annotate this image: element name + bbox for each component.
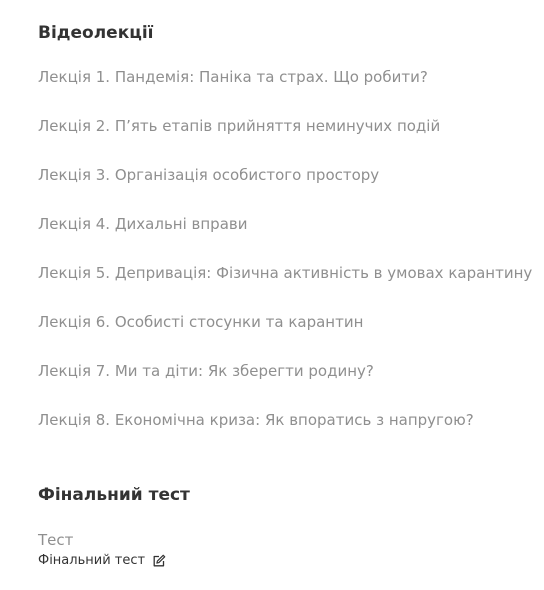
lecture-link-3[interactable]: Лекція 3. Організація особистого простору [38, 166, 380, 184]
lecture-link-2[interactable]: Лекція 2. П’ять етапів прийняття неминучих подій [38, 117, 441, 135]
lecture-link-4[interactable]: Лекція 4. Дихальні вправи [38, 215, 248, 233]
lecture-link-6[interactable]: Лекція 6. Особисті стосунки та карантин [38, 313, 364, 331]
lecture-link-7[interactable]: Лекція 7. Ми та діти: Як зберегти родину? [38, 362, 374, 380]
final-test-link[interactable] [38, 551, 166, 571]
final-test-heading: Фінальний тест [38, 485, 190, 505]
final-test-link-label: Фінальний тест [38, 553, 146, 568]
lecture-link-8[interactable]: Лекція 8. Економічна криза: Як впоратись з напругою? [38, 411, 474, 429]
list-item [38, 408, 532, 457]
lecture-list [38, 65, 532, 457]
lecture-link-5[interactable]: Лекція 5. Депривація: Фізична активність в умовах карантину [38, 264, 533, 282]
list-item [38, 359, 532, 408]
test-type-label: Тест [38, 531, 74, 549]
list-item [38, 114, 532, 163]
list-item [38, 212, 532, 261]
videolectures-heading: Відеолекції [38, 23, 154, 43]
list-item [38, 261, 532, 310]
list-item [38, 163, 532, 212]
lecture-link-1[interactable]: Лекція 1. Пандемія: Паніка та страх. Що робити? [38, 68, 428, 86]
edit-icon [152, 554, 166, 568]
list-item [38, 65, 532, 114]
list-item [38, 310, 532, 359]
